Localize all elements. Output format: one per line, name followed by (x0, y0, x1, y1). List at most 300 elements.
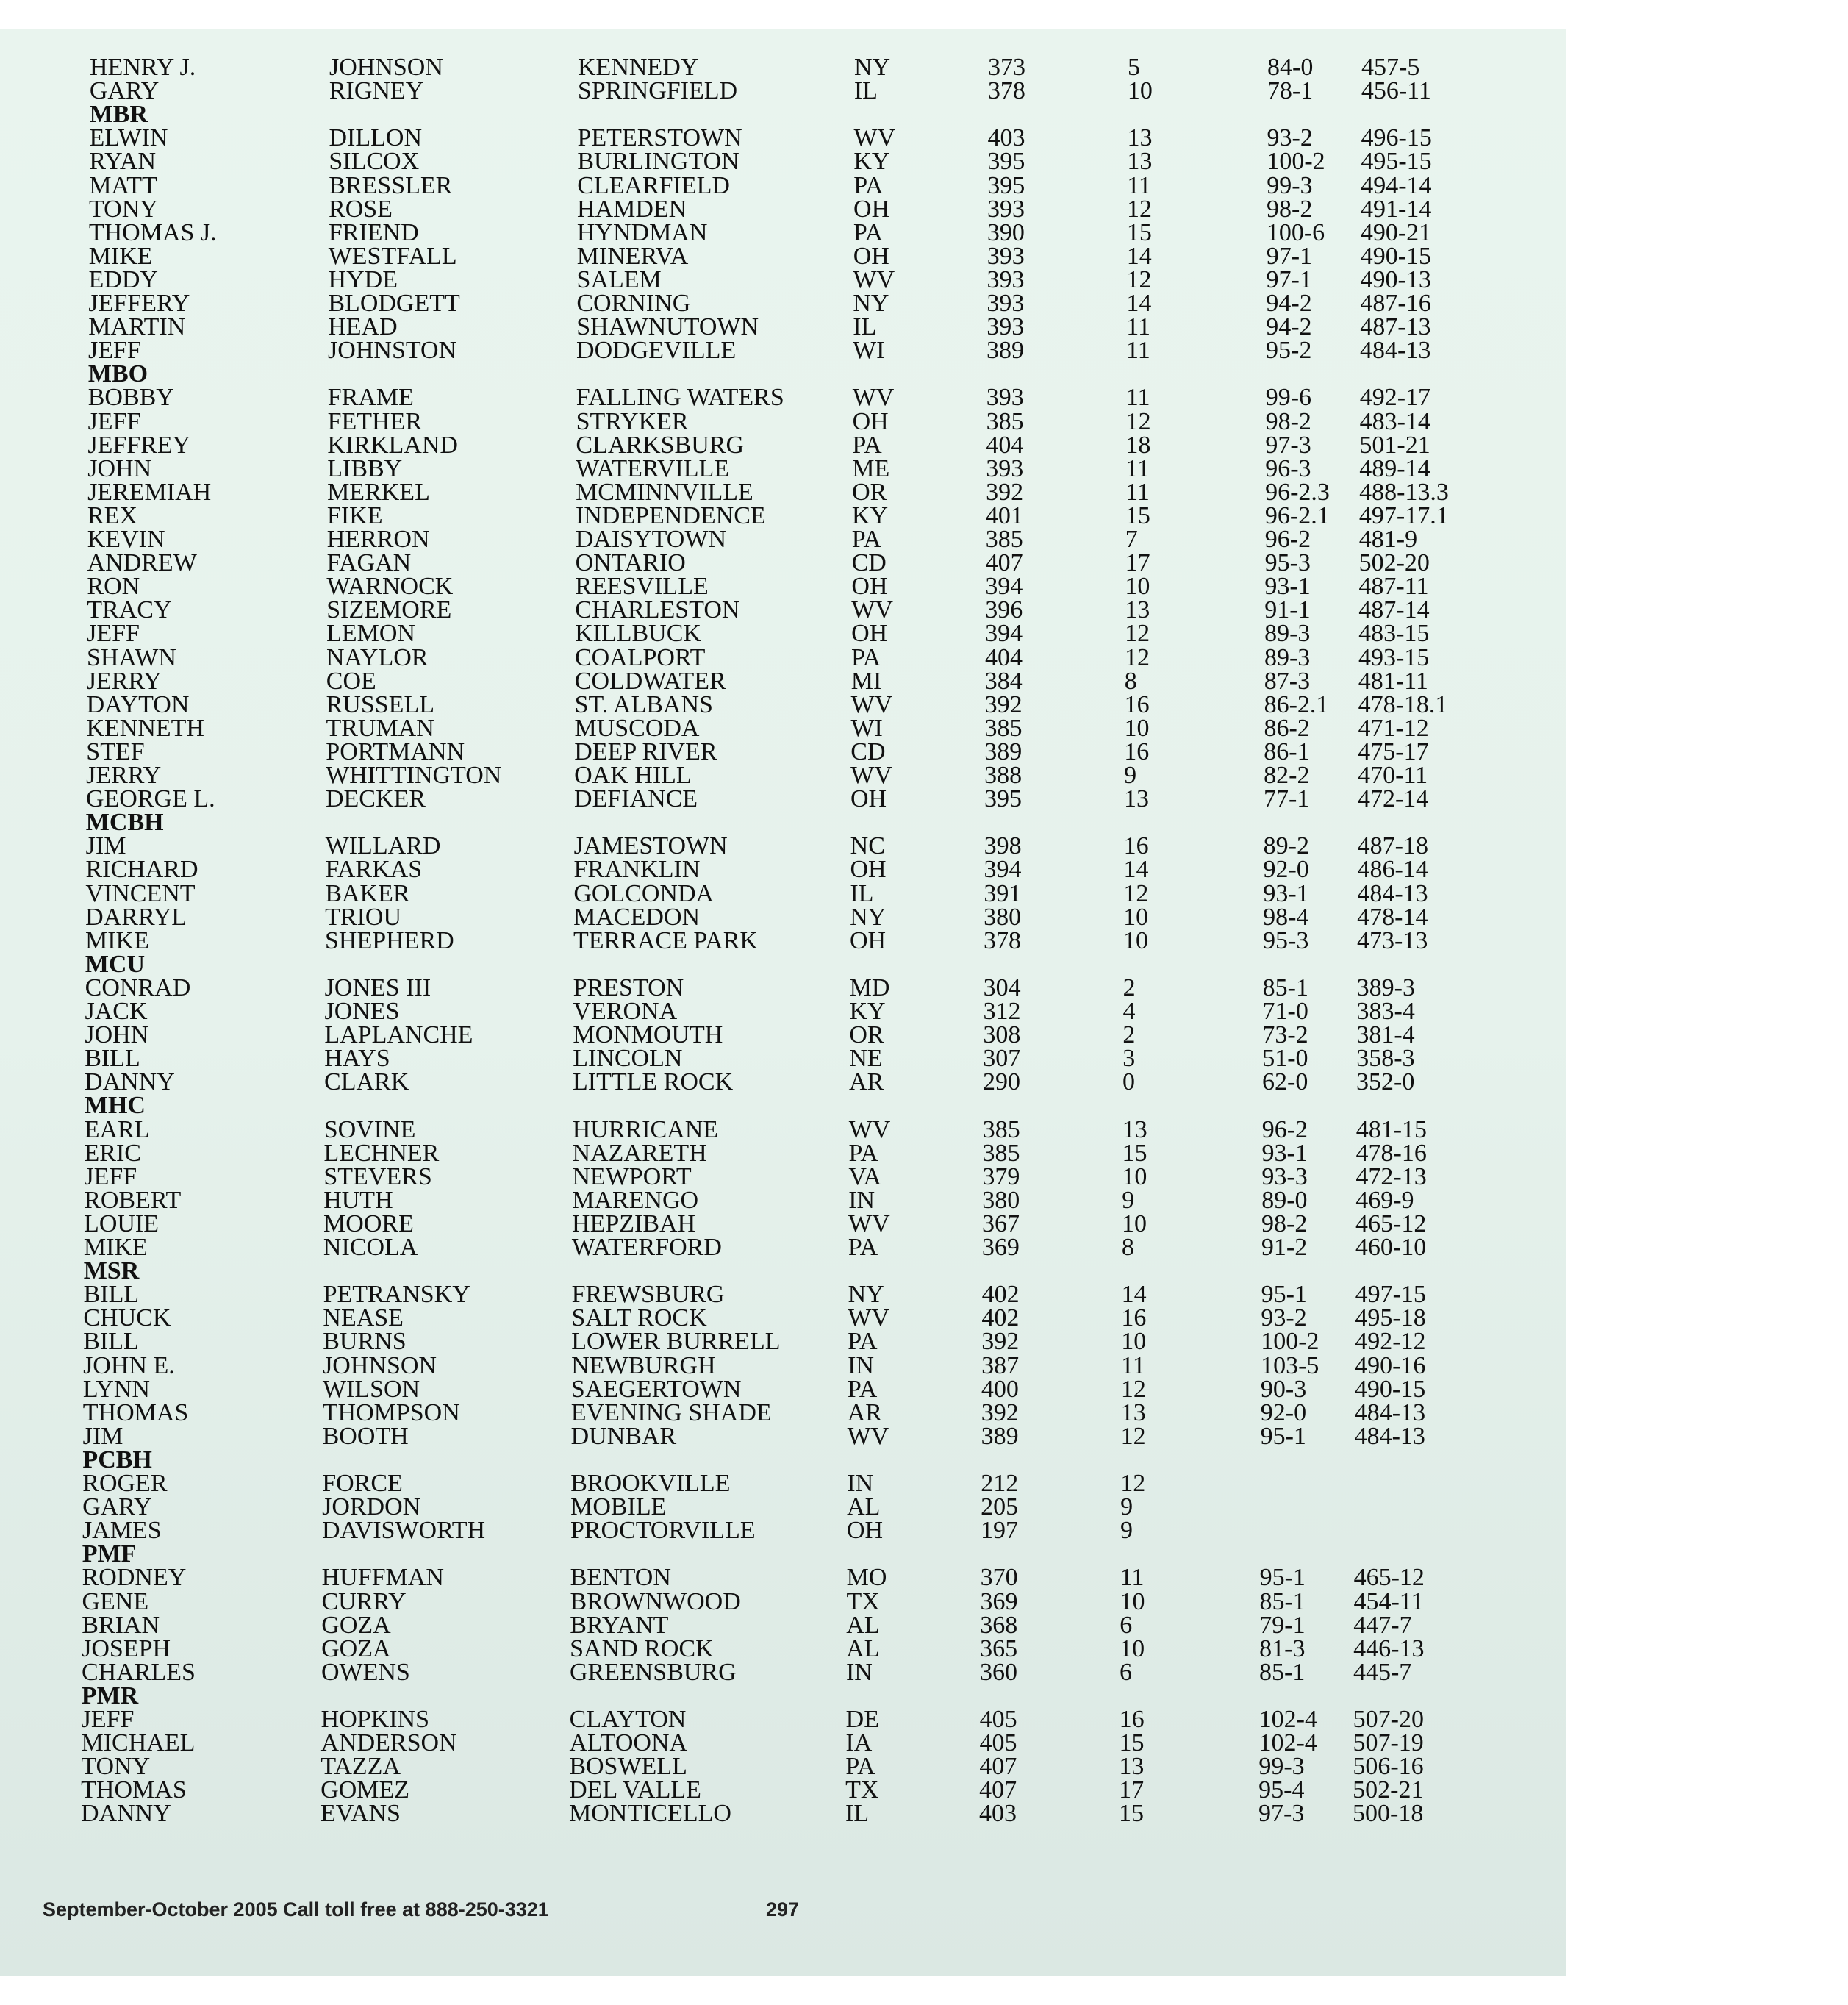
cell-s2: 389-3 (1356, 973, 1415, 1001)
cell-last: JONES III (324, 973, 431, 1001)
cell-state: OH (853, 195, 890, 223)
cell-s1: 77-1 (1263, 785, 1310, 813)
cell-s2: 490-16 (1355, 1351, 1426, 1379)
cell-state: WV (848, 1209, 890, 1237)
cell-last: OWENS (320, 1658, 410, 1686)
cell-state: NC (850, 832, 885, 860)
cell-x: 17 (1125, 549, 1150, 577)
cell-score: 368 (980, 1611, 1018, 1639)
cell-state: WV (850, 762, 892, 789)
cell-score: 404 (986, 431, 1024, 459)
cell-s1: 97-1 (1266, 265, 1312, 293)
cell-score: 390 (986, 218, 1025, 246)
cell-score: 369 (980, 1587, 1018, 1615)
cell-score: 312 (983, 998, 1021, 1025)
cell-s2: 484-13 (1354, 1422, 1425, 1450)
cell-x: 11 (1125, 384, 1150, 412)
footer-issue-text: September-October 2005 Call toll free at 888-250-3321 (43, 1898, 549, 1920)
cell-x: 18 (1125, 431, 1151, 459)
cell-s2: 483-15 (1358, 620, 1430, 648)
cell-s2: 483-14 (1359, 407, 1430, 435)
cell-x: 12 (1125, 407, 1151, 435)
cell-city: DEFIANCE (573, 785, 698, 813)
cell-x: 10 (1120, 1587, 1145, 1615)
cell-state: WV (847, 1422, 889, 1450)
cell-s1: 85-1 (1259, 1587, 1306, 1615)
cell-s2: 478-16 (1355, 1139, 1427, 1167)
cell-city: ST. ALBANS (574, 690, 713, 718)
cell-last: BRESSLER (329, 171, 453, 199)
cell-score: 393 (987, 195, 1025, 223)
cell-x: 10 (1122, 1162, 1147, 1190)
cell-last: ANDERSON (320, 1729, 457, 1757)
cell-first: GENE (82, 1587, 149, 1615)
cell-first: TRACY (87, 596, 172, 624)
cell-city: BROWNWOOD (570, 1587, 741, 1615)
cell-city: WATERFORD (571, 1234, 722, 1261)
cell-state: CD (850, 737, 886, 765)
cell-s2: 472-13 (1355, 1162, 1427, 1190)
cell-state: KY (849, 998, 886, 1025)
cell-first: BILL (83, 1328, 139, 1356)
cell-city: VERONA (573, 998, 678, 1025)
cell-first: ROGER (82, 1470, 168, 1497)
cell-first: JEFFERY (88, 290, 190, 317)
cell-last: STEVERS (323, 1162, 432, 1190)
cell-city: MARENGO (572, 1186, 699, 1214)
cell-x: 9 (1120, 1517, 1133, 1545)
cell-score: 395 (984, 785, 1022, 813)
cell-s2: 492-17 (1359, 384, 1431, 412)
cell-last: NICOLA (323, 1234, 418, 1261)
cell-x: 10 (1122, 1209, 1147, 1237)
cell-last: MOORE (323, 1209, 414, 1237)
cell-s1: 93-1 (1261, 1139, 1308, 1167)
cell-s1: 73-2 (1262, 1021, 1308, 1049)
cell-x: 15 (1119, 1800, 1144, 1828)
cell-city: FREWSBURG (571, 1281, 725, 1309)
cell-city: KILLBUCK (575, 620, 701, 648)
cell-s2: 488-13.3 (1359, 478, 1449, 506)
cell-first: JEFF (87, 407, 141, 435)
cell-last: FARKAS (325, 856, 423, 884)
cell-last: PORTMANN (326, 737, 465, 765)
cell-s1: 103-5 (1261, 1351, 1319, 1379)
cell-score: 393 (986, 242, 1025, 270)
cell-x: 8 (1121, 1234, 1134, 1261)
cell-first: MIKE (88, 242, 153, 270)
cell-score: 392 (984, 690, 1023, 718)
cell-city: PRESTON (573, 973, 684, 1001)
cell-last: WESTFALL (328, 242, 457, 270)
cell-s2: 496-15 (1361, 124, 1432, 152)
cell-last: SOVINE (323, 1115, 416, 1143)
cell-s1: 99-3 (1258, 1753, 1305, 1781)
cell-last: RUSSELL (326, 690, 434, 718)
cell-state: AR (849, 1068, 884, 1096)
cell-first: LOUIE (84, 1209, 160, 1237)
cell-x: 9 (1122, 1186, 1135, 1214)
cell-city: GOLCONDA (573, 879, 715, 907)
cell-city: STRYKER (576, 407, 689, 435)
cell-x: 12 (1127, 195, 1153, 223)
cell-s1: 85-1 (1258, 1658, 1306, 1686)
cell-last: WHITTINGTON (326, 762, 502, 789)
cell-state: VA (848, 1162, 882, 1190)
cell-city: CHARLESTON (575, 596, 740, 624)
cell-city: COLDWATER (574, 667, 726, 695)
cell-city: WATERVILLE (576, 454, 730, 482)
cell-first: THOMAS (82, 1398, 189, 1426)
cell-s1: 90-3 (1260, 1375, 1307, 1403)
cell-s1: 96-2 (1264, 526, 1311, 553)
cell-city: FALLING WATERS (576, 384, 784, 412)
cell-score: 398 (984, 832, 1022, 860)
cell-s1: 95-3 (1264, 549, 1311, 577)
cell-score: 395 (987, 171, 1025, 199)
cell-state: PA (853, 171, 884, 199)
cell-score: 373 (988, 54, 1025, 81)
cell-state: OH (851, 573, 888, 601)
cell-city: SHAWNUTOWN (576, 313, 759, 341)
cell-x: 13 (1123, 785, 1149, 813)
cell-s1: 62-0 (1262, 1068, 1308, 1096)
section-heading: MCU (85, 950, 146, 978)
cell-x: 10 (1123, 903, 1149, 931)
cell-city: INDEPENDENCE (575, 501, 766, 529)
cell-x: 11 (1125, 478, 1150, 506)
cell-city: BROOKVILLE (570, 1470, 731, 1497)
cell-s2: 506-16 (1353, 1753, 1424, 1781)
cell-s1: 97-3 (1265, 431, 1311, 459)
cell-s1: 91-1 (1264, 596, 1311, 624)
cell-s2: 481-15 (1355, 1115, 1428, 1143)
cell-x: 5 (1128, 54, 1140, 81)
cell-city: EVENING SHADE (570, 1398, 772, 1426)
cell-s1: 94-2 (1266, 290, 1312, 317)
cell-last: PETRANSKY (323, 1281, 470, 1309)
cell-s1: 92-0 (1263, 856, 1309, 884)
section-heading: PCBH (82, 1445, 152, 1473)
cell-s2: 490-13 (1360, 265, 1431, 293)
cell-first: ROBERT (84, 1186, 182, 1214)
cell-state: WV (851, 596, 893, 624)
cell-score: 389 (986, 337, 1025, 365)
cell-x: 15 (1125, 501, 1150, 529)
section-heading: MSR (83, 1257, 140, 1285)
cell-state: IL (853, 313, 877, 341)
cell-score: 370 (980, 1564, 1018, 1592)
cell-x: 10 (1127, 77, 1153, 105)
cell-x: 14 (1123, 856, 1149, 884)
cell-last: FRIEND (328, 218, 419, 246)
cell-state: IN (848, 1186, 875, 1214)
cell-first: TONY (81, 1753, 151, 1781)
cell-s2: 358-3 (1356, 1045, 1415, 1073)
cell-last: LIBBY (327, 454, 403, 482)
cell-last: HEAD (328, 313, 398, 341)
cell-x: 3 (1122, 1045, 1136, 1073)
cell-first: SHAWN (86, 643, 176, 671)
cell-last: DECKER (325, 785, 426, 813)
cell-s1: 84-0 (1267, 54, 1314, 81)
cell-score: 407 (979, 1776, 1017, 1804)
cell-first: THOMAS J. (88, 218, 217, 246)
cell-city: DODGEVILLE (576, 337, 737, 365)
cell-city: NEWBURGH (571, 1351, 716, 1379)
cell-score: 396 (985, 596, 1023, 624)
cell-first: ELWIN (89, 124, 168, 152)
section-heading: MCBH (85, 809, 164, 837)
cell-first: JACK (85, 998, 148, 1025)
cell-score: 393 (986, 454, 1024, 482)
cell-s1: 96-2.3 (1265, 478, 1330, 506)
cell-city: SAEGERTOWN (570, 1375, 742, 1403)
cell-city: FRANKLIN (573, 856, 701, 884)
cell-s2: 446-13 (1353, 1634, 1425, 1662)
cell-first: JAMES (82, 1517, 162, 1545)
cell-last: DILLON (329, 124, 423, 152)
cell-s2: 491-14 (1361, 195, 1432, 223)
cell-state: IL (850, 879, 874, 907)
cell-last: HAYS (324, 1045, 390, 1073)
cell-city: OAK HILL (574, 762, 692, 789)
cell-score: 407 (985, 549, 1023, 577)
cell-s1: 93-2 (1261, 1304, 1307, 1332)
cell-s1: 85-1 (1262, 973, 1308, 1001)
cell-city: REESVILLE (575, 573, 709, 601)
cell-s2: 497-17.1 (1358, 501, 1449, 529)
cell-first: BRIAN (82, 1611, 160, 1639)
cell-score: 393 (986, 384, 1024, 412)
cell-x: 13 (1120, 1398, 1146, 1426)
cell-s1: 102-4 (1258, 1729, 1317, 1757)
cell-last: HUTH (323, 1186, 393, 1214)
cell-score: 394 (985, 573, 1023, 601)
cell-x: 14 (1126, 242, 1152, 270)
cell-s2: 487-11 (1358, 573, 1429, 601)
cell-s2: 465-12 (1353, 1564, 1425, 1592)
page-footer (43, 1898, 800, 1921)
cell-state: OR (852, 478, 887, 506)
cell-s1: 86-1 (1264, 737, 1310, 765)
cell-x: 0 (1122, 1068, 1136, 1096)
cell-state: OH (851, 620, 888, 648)
cell-s1: 98-2 (1265, 407, 1311, 435)
cell-last: JONES (324, 998, 400, 1025)
cell-state: NY (848, 1281, 884, 1309)
cell-s1: 100-6 (1266, 218, 1325, 246)
cell-s1: 93-3 (1261, 1162, 1308, 1190)
cell-s2: 457-5 (1361, 54, 1420, 81)
cell-first: CHARLES (81, 1658, 196, 1686)
cell-s2: 465-12 (1355, 1209, 1427, 1237)
cell-first: JEFFREY (87, 431, 191, 459)
section-heading: MBR (89, 101, 148, 129)
cell-s1: 51-0 (1262, 1045, 1308, 1073)
cell-s1: 98-2 (1267, 195, 1313, 223)
cell-state: WI (850, 714, 883, 742)
cell-last: HERRON (326, 526, 430, 553)
cell-city: MINERVA (576, 242, 689, 270)
cell-first: REX (87, 501, 137, 529)
cell-first: JEREMIAH (87, 478, 212, 506)
cell-score: 380 (982, 1186, 1020, 1214)
cell-city: ONTARIO (575, 549, 686, 577)
magazine-page (0, 29, 1566, 1976)
cell-x: 16 (1121, 1304, 1147, 1332)
cell-city: PROCTORVILLE (570, 1517, 756, 1545)
cell-s2: 352-0 (1356, 1068, 1415, 1096)
cell-state: WV (848, 1115, 891, 1143)
cell-last: BURNS (323, 1328, 407, 1356)
cell-x: 13 (1127, 124, 1153, 152)
cell-state: OH (846, 1517, 884, 1545)
cell-score: 395 (987, 148, 1025, 176)
cell-first: JEFF (87, 620, 140, 648)
cell-city: CORNING (576, 290, 691, 317)
cell-state: MI (850, 667, 882, 695)
cell-x: 9 (1120, 1493, 1133, 1521)
cell-city: DEL VALLE (569, 1776, 701, 1804)
cell-x: 10 (1123, 926, 1148, 954)
cell-first: DANNY (85, 1068, 175, 1096)
cell-s1: 82-2 (1264, 762, 1310, 789)
cell-x: 14 (1121, 1281, 1147, 1309)
cell-state: NY (853, 290, 889, 317)
cell-state: AL (846, 1611, 880, 1639)
cell-city: BOSWELL (569, 1753, 687, 1781)
cell-first: JEFF (84, 1162, 137, 1190)
cell-s1: 89-0 (1261, 1186, 1308, 1214)
cell-last: LECHNER (323, 1139, 440, 1167)
cell-first: BOBBY (87, 384, 174, 412)
cell-first: RYAN (89, 148, 157, 176)
cell-state: PA (848, 1328, 878, 1356)
cell-score: 369 (981, 1234, 1020, 1261)
cell-s2: 489-14 (1359, 454, 1430, 482)
cell-score: 389 (981, 1422, 1019, 1450)
cell-s1: 95-1 (1261, 1281, 1307, 1309)
cell-s1: 95-2 (1266, 337, 1312, 365)
cell-s2: 447-7 (1353, 1611, 1412, 1639)
cell-last: JORDON (322, 1493, 421, 1521)
cell-state: WV (853, 124, 896, 152)
cell-last: JOHNSON (323, 1351, 437, 1379)
cell-state: KY (851, 501, 889, 529)
cell-first: VINCENT (85, 879, 196, 907)
cell-s1: 89-2 (1263, 832, 1309, 860)
cell-first: MIKE (83, 1234, 148, 1261)
cell-s1: 81-3 (1259, 1634, 1306, 1662)
cell-s2: 481-11 (1358, 667, 1428, 695)
cell-state: PA (850, 643, 881, 671)
cell-last: EVANS (320, 1800, 401, 1828)
cell-state: TX (846, 1587, 880, 1615)
cell-city: CLAYTON (569, 1706, 687, 1733)
cell-x: 11 (1126, 313, 1150, 341)
cell-x: 12 (1120, 1375, 1146, 1403)
cell-x: 10 (1121, 1328, 1147, 1356)
section-heading: MBO (87, 360, 148, 388)
cell-score: 393 (986, 313, 1025, 341)
cell-x: 6 (1119, 1658, 1132, 1686)
cell-score: 401 (985, 501, 1023, 529)
cell-score: 393 (986, 265, 1025, 293)
cell-city: BENTON (570, 1564, 671, 1592)
cell-last: MERKEL (327, 478, 430, 506)
cell-x: 11 (1127, 171, 1151, 199)
cell-last: BAKER (325, 879, 410, 907)
cell-first: KENNETH (86, 714, 204, 742)
cell-s1: 96-3 (1265, 454, 1311, 482)
cell-score: 403 (987, 124, 1025, 152)
cell-score: 405 (979, 1729, 1017, 1757)
cell-s2: 490-21 (1360, 218, 1432, 246)
cell-city: HEPZIBAH (572, 1209, 696, 1237)
cell-city: HYNDMAN (576, 218, 708, 246)
cell-first: JERRY (86, 667, 162, 695)
cell-score: 197 (980, 1517, 1018, 1545)
cell-last: TRUMAN (326, 714, 434, 742)
cell-first: JIM (85, 832, 126, 860)
cell-s2: 454-11 (1353, 1587, 1424, 1615)
cell-s2: 507-20 (1353, 1706, 1424, 1733)
cell-score: 308 (983, 1021, 1021, 1049)
cell-state: PA (853, 218, 884, 246)
cell-last: TAZZA (320, 1753, 401, 1781)
cell-x: 16 (1124, 690, 1150, 718)
cell-x: 15 (1122, 1139, 1147, 1167)
cell-city: DEEP RIVER (574, 737, 717, 765)
cell-score: 388 (984, 762, 1023, 789)
cell-state: OH (850, 856, 887, 884)
cell-x: 6 (1120, 1611, 1133, 1639)
cell-s1: 100-2 (1267, 148, 1325, 176)
cell-s1: 96-2 (1261, 1115, 1308, 1143)
cell-state: NY (854, 54, 891, 81)
cell-state: OH (853, 242, 889, 270)
cell-city: BRYANT (570, 1611, 669, 1639)
cell-s1: 71-0 (1262, 998, 1308, 1025)
cell-city: MCMINNVILLE (576, 478, 753, 506)
cell-state: PA (848, 1139, 878, 1167)
cell-s2: 470-11 (1358, 762, 1428, 789)
cell-x: 12 (1125, 620, 1150, 648)
section-heading: PMR (81, 1681, 139, 1709)
cell-state: IN (847, 1470, 874, 1497)
cell-s1: 95-3 (1263, 926, 1309, 954)
cell-last: CLARK (324, 1068, 409, 1096)
cell-x: 16 (1124, 737, 1150, 765)
cell-s1: 89-3 (1264, 643, 1311, 671)
cell-first: STEF (86, 737, 145, 765)
cell-score: 400 (981, 1375, 1019, 1403)
cell-last: JOHNSTON (328, 337, 457, 365)
cell-s1: 98-4 (1263, 903, 1309, 931)
cell-score: 385 (982, 1139, 1020, 1167)
cell-city: PETERSTOWN (577, 124, 742, 152)
cell-s1: 91-2 (1261, 1234, 1308, 1261)
cell-score: 402 (981, 1304, 1020, 1332)
cell-x: 11 (1126, 337, 1150, 365)
cell-s2: 502-20 (1358, 549, 1430, 577)
page-number: 297 (766, 1898, 800, 1920)
cell-x: 14 (1126, 290, 1152, 317)
cell-s2: 507-19 (1353, 1729, 1424, 1757)
cell-score: 394 (984, 856, 1022, 884)
cell-s1: 86-2.1 (1264, 690, 1329, 718)
